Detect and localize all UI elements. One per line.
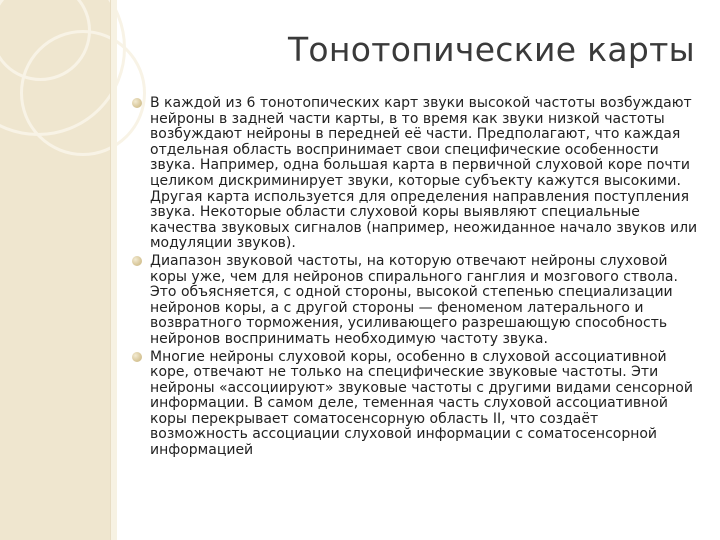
bullet-item <box>130 350 700 459</box>
decorative-side-band <box>0 0 110 540</box>
bullet-item <box>130 96 700 252</box>
decorative-divider <box>110 0 117 540</box>
bullet-icon <box>132 98 142 108</box>
bullet-icon <box>132 256 142 266</box>
bullet-text: Многие нейроны слуховой коры, особенно в слуховой ассоциативной коре, отвечают не только на специфические звуковые частоты. Эти нейроны «ассоциируют» звуковые частоты с другими видами сенсорной информации. В самом деле, теменная часть слуховой ассоциативной коры перекрывает соматосенсорную область II, что создаёт возможность ассоциации слуховой информации с соматосенсорной информацией <box>150 348 693 459</box>
bullet-item <box>130 254 700 348</box>
bullet-list <box>130 96 700 461</box>
bullet-text: Диапазон звуковой частоты, на которую отвечают нейроны слуховой коры уже, чем для нейронов спирального ганглия и мозгового ствола. Это объясняется, с одной стороны, высокой степенью специализации нейронов коры, а с другой стороны — феноменом латерального и возвратного торможения, усиливающего разрешающую способность нейронов воспринимать необходимую частоту звука. <box>150 252 678 347</box>
slide-title: Тонотопические карты <box>287 30 695 69</box>
bullet-text: В каждой из 6 тонотопических карт звуки высокой частоты возбуждают нейроны в задней части карты, в то время как звуки низкой частоты возбуждают нейроны в передней её части. Предполагают, что каждая отдельная область воспринимает свои специфические особенности звука. Например, одна большая карта в первичной слуховой коре почти целиком дискриминирует звуки, которые субъекту кажутся высокими. Другая карта используется для определения направления поступления звука. Некоторые области слуховой коры выявляют специальные качества звуковых сигналов (например, неожиданное начало звуков или модуляции звуков). <box>150 95 698 252</box>
bullet-icon <box>132 352 142 362</box>
